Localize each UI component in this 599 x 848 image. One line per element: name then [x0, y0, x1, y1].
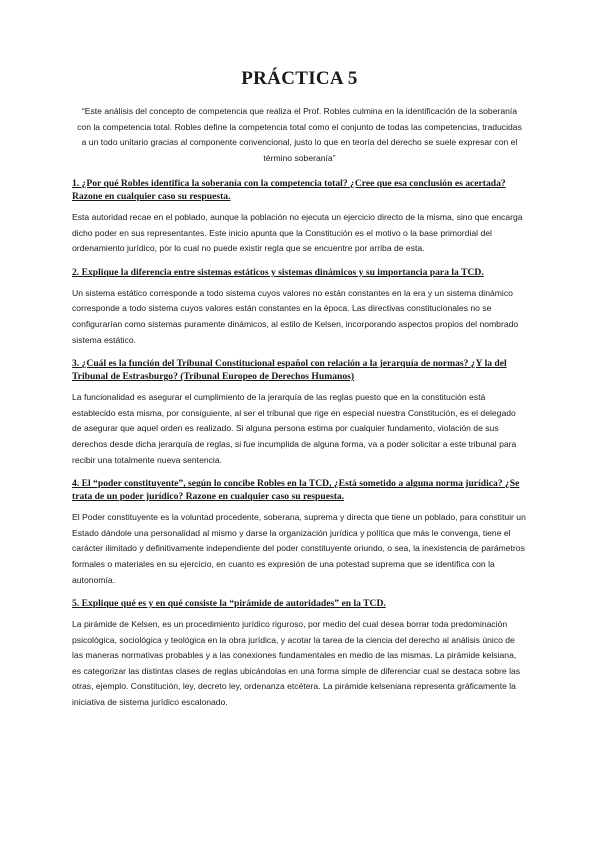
answer-4: El Poder constituyente es la voluntad procedente, soberana, suprema y directa que tiene un poblado, para constituir un Estado dándole una personalidad al mismo y darse la organización jurídica y política que más le convenga, tiene el carácter ilimitado y definitivamente independiente del poder constituyente oriundo, o sea, la inexistencia de parámetros formales o materiales en su ejercicio, en cuanto es expresión de una potestad suprema que se identifica con la autonomía.: [72, 512, 526, 585]
page-title: PRÁCTICA 5: [241, 68, 358, 89]
question-3: 3. ¿Cuál es la función del Tribunal Constitucional español con relación a la jerarquía de normas? ¿Y la del Tribunal de Estrasburgo? (Tribunal Europeo de Derechos Humanos): [72, 358, 507, 383]
section-5: [72, 597, 527, 711]
question-4: 4. El “poder constituyente”, según lo concibe Robles en la TCD, ¿Está sometido a alguna norma jurídica? ¿Se trata de un poder jurídico? Razone en cualquier caso su respuesta.: [72, 478, 520, 503]
answer-3: La funcionalidad es asegurar el cumplimiento de la jerarquía de las reglas puesto que en la constitución está establecido esta misma, por consiguiente, al ser el tribunal que rige en especial nuestra Constitución, es el delegado de asegurar que aquel orden es realizado. Si alguna persona estima por cualquier fundamento, violación de sus derechos desde dicha jerarquía de reglas, si fue incumplida de alguna forma, va a poder solicitar a este tribunal para recibir una totalmente nueva sentencia.: [72, 392, 517, 465]
section-4: [72, 477, 527, 588]
answer-5: La pirámide de Kelsen, es un procedimiento jurídico riguroso, por medio del cual desea borrar toda predominación psicológica, sociológica y teológica en la obra jurídica, y acotar la tarea de la ciencia del derecho al análisis único de las maneras normativas probables y a las conexiones fundamentales en medio de las mismas. La pirámide kelsiana, es categorizar las distintas clases de reglas ubicándolas en una forma simple de diferenciar cual se destaca sobre las otras, ejemplo. Constitución, ley, decreto ley, ordenanza etcétera. La pirámide kelseniana representa gráficamente la iniciativa de sistema jurídico escalonado.: [72, 619, 521, 708]
answer-1: Esta autoridad recae en el poblado, aunque la población no ejecuta un ejercicio directo de la misma, sino que encarga dicho poder en sus representantes. Este inicio apunta que la Constitución es el motivo o la base primordial del ordenamiento jurídico, por lo cual no puede existir regla que se encuentre por arriba de esta.: [72, 212, 523, 254]
section-1: [72, 177, 527, 257]
intro-quote: “Este análisis del concepto de competencia que realiza el Prof. Robles culmina en la identificación de la soberanía con la competencia total. Robles define la competencia total como el conjunto de todas las competencias, traducidas a un todo unitario gracias al componente convencional, justo lo que en teoría del derecho se suele expresar con el término soberanía”: [77, 106, 522, 163]
section-2: [72, 266, 527, 348]
question-1: 1. ¿Por qué Robles identifica la soberanía con la competencia total? ¿Cree que esa conclusión es acertada? Razone en cualquier caso su respuesta.: [72, 178, 506, 202]
question-2: 2. Explique la diferencia entre sistemas estáticos y sistemas dinámicos y su importancia para la TCD.: [72, 266, 484, 278]
section-3: [72, 357, 527, 468]
answer-2: Un sistema estático corresponde a todo sistema cuyos valores no están constantes en la era y un sistema dinámico corresponde a todo sistema cuyos valores están constantes en la época. Las directivas constitucionales no se configurarían como sistemas puramente dinámicos, al estilo de Kelsen, incorporando aspectos propios del nombrado sistema estático.: [72, 287, 519, 345]
question-5: 5. Explique qué es y en qué consiste la “pirámide de autoridades” en la TCD.: [72, 598, 386, 610]
